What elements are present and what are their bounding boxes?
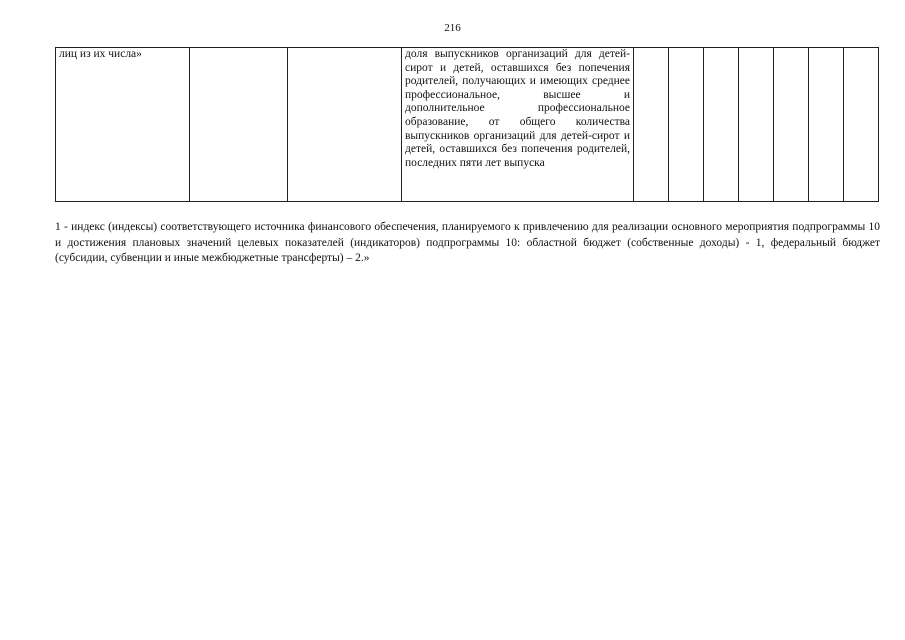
- table-cell-value: [774, 48, 809, 202]
- table-cell-value: [844, 48, 879, 202]
- program-table: [55, 47, 879, 202]
- table-cell-recipients: лиц из их числа»: [56, 48, 190, 202]
- table-cell-value: [634, 48, 669, 202]
- table-cell-empty: [288, 48, 402, 202]
- table-cell-value: [669, 48, 704, 202]
- table-cell-value: [809, 48, 844, 202]
- table-cell-empty: [190, 48, 288, 202]
- table-cell-value: [704, 48, 739, 202]
- page-number: 216: [444, 22, 461, 34]
- table-cell-value: [739, 48, 774, 202]
- table-row: [56, 48, 879, 202]
- footnote: 1 - индекс (индексы) соответствующего источника финансового обеспечения, планируемого к привлечению для реализации основного мероприятия подпрограммы 10 и достижения плановых значений целевых показателей (индикаторов) подпрограммы 10: областной бюджет (собственные доходы) - 1, федеральный бюджет (субсидии, субвенции и иные межбюджетные трансферты) – 2.»: [55, 221, 880, 264]
- table-cell-indicator: доля выпускников организаций для детей-сирот и детей, оставшихся без попечения родителей, получающих и имеющих среднее профессиональное, высшее и дополнительное профессиональное образование, от общего количества выпускников организаций для детей-сирот и детей, оставшихся без попечения родителей, последних пяти лет выпуска: [402, 48, 634, 202]
